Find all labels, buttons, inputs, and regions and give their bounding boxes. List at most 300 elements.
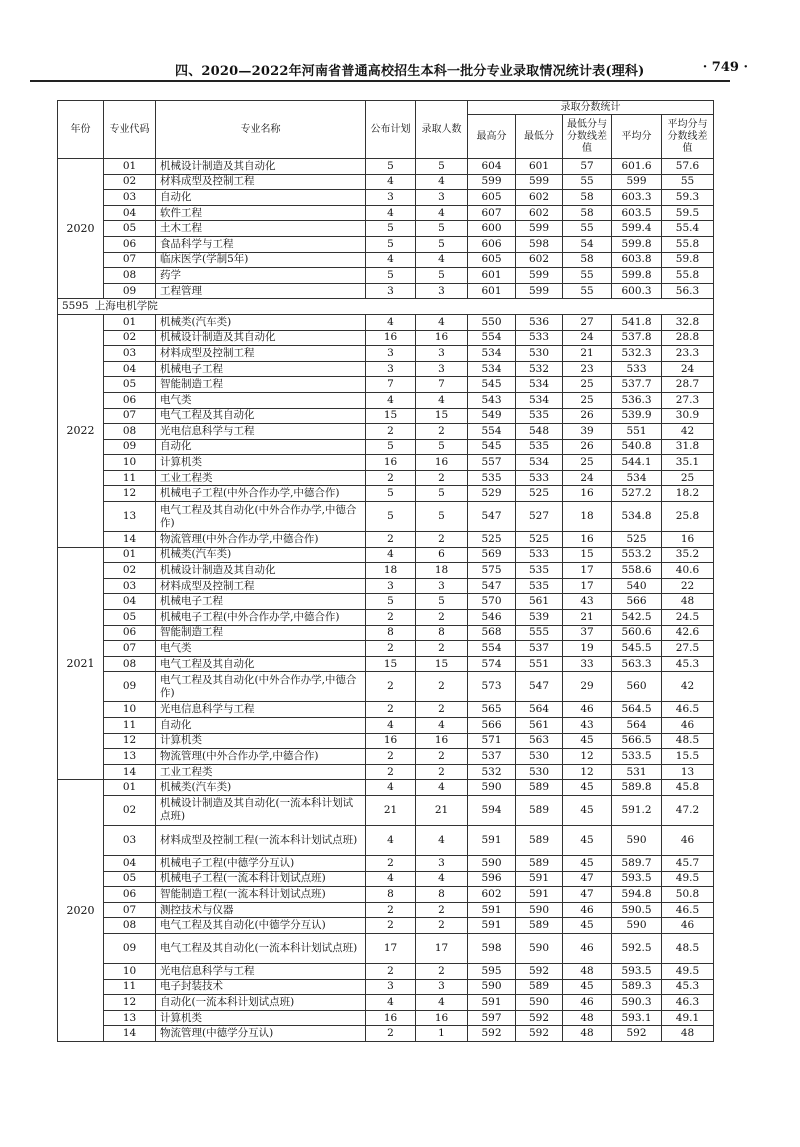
cell-admitted: 3 [416, 855, 468, 871]
cell-min: 590 [516, 933, 563, 963]
cell-max: 568 [468, 625, 516, 641]
cell-max: 574 [468, 656, 516, 672]
table-row [58, 855, 714, 871]
cell-admitted: 15 [416, 408, 468, 424]
table-row [58, 424, 714, 440]
cell-code: 03 [104, 346, 156, 362]
cell-admitted: 2 [416, 702, 468, 718]
table-row [58, 330, 714, 346]
cell-min: 601 [516, 159, 563, 175]
cell-min-diff: 43 [563, 718, 612, 734]
cell-code: 07 [104, 641, 156, 657]
cell-min-diff: 27 [563, 314, 612, 330]
cell-max: 598 [468, 933, 516, 963]
table-row [58, 979, 714, 995]
cell-avg: 601.6 [612, 159, 662, 175]
cell-avg: 589.3 [612, 979, 662, 995]
cell-code: 01 [104, 547, 156, 563]
cell-code: 13 [104, 1010, 156, 1026]
cell-min-diff: 18 [563, 502, 612, 532]
cell-name: 自动化 [156, 718, 366, 734]
cell-code: 14 [104, 532, 156, 548]
cell-name: 测控技术与仪器 [156, 902, 366, 918]
cell-min: 602 [516, 205, 563, 221]
cell-admitted: 5 [416, 439, 468, 455]
cell-min-diff: 45 [563, 855, 612, 871]
cell-name: 材料成型及控制工程 [156, 346, 366, 362]
cell-avg-diff: 46 [662, 825, 714, 855]
cell-avg-diff: 46.5 [662, 902, 714, 918]
cell-name: 智能制造工程 [156, 377, 366, 393]
cell-name: 机械电子工程(中外合作办学,中德合作) [156, 610, 366, 626]
header-min-diff: 最低分与分数线差值 [563, 115, 612, 159]
cell-name: 材料成型及控制工程 [156, 578, 366, 594]
cell-min: 532 [516, 361, 563, 377]
cell-plan: 3 [366, 361, 416, 377]
cell-code: 11 [104, 979, 156, 995]
cell-max: 546 [468, 610, 516, 626]
cell-max: 591 [468, 995, 516, 1011]
cell-max: 606 [468, 236, 516, 252]
cell-max: 535 [468, 470, 516, 486]
cell-min-diff: 23 [563, 361, 612, 377]
cell-plan: 4 [366, 547, 416, 563]
cell-admitted: 5 [416, 221, 468, 237]
cell-plan: 4 [366, 995, 416, 1011]
cell-name: 光电信息科学与工程 [156, 702, 366, 718]
cell-admitted: 2 [416, 918, 468, 934]
cell-min-diff: 26 [563, 439, 612, 455]
cell-code: 13 [104, 749, 156, 765]
cell-min: 589 [516, 918, 563, 934]
year-cell: 2021 [58, 547, 104, 780]
cell-avg: 600.3 [612, 283, 662, 299]
cell-name: 机械电子工程 [156, 361, 366, 377]
cell-min: 547 [516, 672, 563, 702]
cell-admitted: 2 [416, 641, 468, 657]
cell-avg: 599 [612, 174, 662, 190]
cell-admitted: 18 [416, 563, 468, 579]
cell-min: 591 [516, 871, 563, 887]
table-row [58, 547, 714, 563]
cell-avg: 553.2 [612, 547, 662, 563]
cell-min-diff: 48 [563, 1026, 612, 1042]
cell-admitted: 2 [416, 764, 468, 780]
cell-max: 595 [468, 963, 516, 979]
cell-admitted: 4 [416, 252, 468, 268]
cell-min-diff: 55 [563, 268, 612, 284]
table-row [58, 795, 714, 825]
cell-admitted: 16 [416, 733, 468, 749]
cell-min-diff: 15 [563, 547, 612, 563]
cell-avg: 525 [612, 532, 662, 548]
cell-min: 564 [516, 702, 563, 718]
table-row [58, 159, 714, 175]
cell-name: 自动化(一流本科计划试点班) [156, 995, 366, 1011]
cell-min-diff: 12 [563, 749, 612, 765]
table-row [58, 656, 714, 672]
cell-avg: 590.5 [612, 902, 662, 918]
cell-avg: 541.8 [612, 314, 662, 330]
cell-max: 547 [468, 502, 516, 532]
cell-min-diff: 21 [563, 346, 612, 362]
cell-avg-diff: 27.3 [662, 392, 714, 408]
cell-max: 575 [468, 563, 516, 579]
cell-max: 545 [468, 439, 516, 455]
cell-code: 11 [104, 470, 156, 486]
table-row [58, 190, 714, 206]
cell-admitted: 5 [416, 502, 468, 532]
cell-name: 机械类(汽车类) [156, 314, 366, 330]
cell-admitted: 5 [416, 594, 468, 610]
cell-max: 569 [468, 547, 516, 563]
cell-min: 555 [516, 625, 563, 641]
cell-code: 07 [104, 252, 156, 268]
cell-min: 599 [516, 174, 563, 190]
cell-code: 09 [104, 439, 156, 455]
cell-avg-diff: 24.5 [662, 610, 714, 626]
cell-avg: 540.8 [612, 439, 662, 455]
cell-avg-diff: 46.3 [662, 995, 714, 1011]
cell-avg: 531 [612, 764, 662, 780]
cell-plan: 2 [366, 424, 416, 440]
cell-plan: 2 [366, 470, 416, 486]
cell-min-diff: 47 [563, 887, 612, 903]
cell-plan: 3 [366, 578, 416, 594]
cell-plan: 2 [366, 902, 416, 918]
cell-plan: 4 [366, 205, 416, 221]
cell-code: 14 [104, 1026, 156, 1042]
cell-avg-diff: 31.8 [662, 439, 714, 455]
cell-name: 机械设计制造及其自动化(一流本科计划试点班) [156, 795, 366, 825]
header-avg-diff: 平均分与分数线差值 [662, 115, 714, 159]
cell-admitted: 3 [416, 361, 468, 377]
cell-min: 527 [516, 502, 563, 532]
cell-admitted: 16 [416, 1010, 468, 1026]
cell-admitted: 2 [416, 610, 468, 626]
cell-code: 08 [104, 424, 156, 440]
cell-plan: 8 [366, 625, 416, 641]
cell-avg-diff: 55.4 [662, 221, 714, 237]
header-code: 专业代码 [104, 101, 156, 159]
cell-avg-diff: 40.6 [662, 563, 714, 579]
table-row [58, 887, 714, 903]
table-row [58, 377, 714, 393]
cell-min: 561 [516, 594, 563, 610]
cell-avg: 545.5 [612, 641, 662, 657]
cell-plan: 4 [366, 314, 416, 330]
cell-avg: 532.3 [612, 346, 662, 362]
cell-max: 554 [468, 424, 516, 440]
cell-avg-diff: 35.2 [662, 547, 714, 563]
cell-max: 554 [468, 330, 516, 346]
cell-avg-diff: 45.8 [662, 780, 714, 796]
cell-min: 599 [516, 283, 563, 299]
cell-max: 543 [468, 392, 516, 408]
cell-min: 592 [516, 963, 563, 979]
cell-min: 592 [516, 1010, 563, 1026]
cell-code: 04 [104, 361, 156, 377]
cell-min: 563 [516, 733, 563, 749]
cell-min-diff: 46 [563, 995, 612, 1011]
cell-plan: 16 [366, 330, 416, 346]
cell-avg-diff: 32.8 [662, 314, 714, 330]
cell-plan: 3 [366, 346, 416, 362]
cell-plan: 4 [366, 871, 416, 887]
cell-min: 525 [516, 532, 563, 548]
cell-code: 12 [104, 486, 156, 502]
cell-max: 532 [468, 764, 516, 780]
cell-avg-diff: 35.1 [662, 455, 714, 471]
cell-avg-diff: 59.5 [662, 205, 714, 221]
cell-admitted: 8 [416, 887, 468, 903]
cell-avg: 603.8 [612, 252, 662, 268]
cell-name: 食品科学与工程 [156, 236, 366, 252]
cell-plan: 3 [366, 979, 416, 995]
table-row [58, 439, 714, 455]
cell-admitted: 3 [416, 979, 468, 995]
cell-max: 602 [468, 887, 516, 903]
cell-name: 自动化 [156, 439, 366, 455]
cell-plan: 4 [366, 392, 416, 408]
cell-min-diff: 55 [563, 283, 612, 299]
cell-min-diff: 55 [563, 174, 612, 190]
cell-avg: 544.1 [612, 455, 662, 471]
cell-max: 594 [468, 795, 516, 825]
cell-code: 02 [104, 330, 156, 346]
cell-min-diff: 45 [563, 780, 612, 796]
cell-name: 材料成型及控制工程(一流本科计划试点班) [156, 825, 366, 855]
cell-min: 591 [516, 887, 563, 903]
cell-code: 06 [104, 625, 156, 641]
cell-plan: 15 [366, 408, 416, 424]
table-row [58, 610, 714, 626]
cell-admitted: 16 [416, 330, 468, 346]
cell-avg-diff: 42.6 [662, 625, 714, 641]
table-row [58, 283, 714, 299]
table-row [58, 672, 714, 702]
cell-admitted: 2 [416, 902, 468, 918]
page-number: · 749 · [702, 60, 748, 75]
cell-name: 机械设计制造及其自动化 [156, 563, 366, 579]
cell-name: 电气工程及其自动化(中外合作办学,中德合作) [156, 502, 366, 532]
cell-avg-diff: 28.7 [662, 377, 714, 393]
cell-code: 01 [104, 159, 156, 175]
cell-name: 计算机类 [156, 733, 366, 749]
cell-name: 机械类(汽车类) [156, 547, 366, 563]
cell-avg: 599.8 [612, 268, 662, 284]
cell-min: 589 [516, 825, 563, 855]
table-row [58, 641, 714, 657]
cell-avg-diff: 55 [662, 174, 714, 190]
cell-code: 06 [104, 887, 156, 903]
cell-plan: 17 [366, 933, 416, 963]
table-row [58, 486, 714, 502]
cell-avg: 564 [612, 718, 662, 734]
cell-plan: 2 [366, 1026, 416, 1042]
cell-plan: 5 [366, 221, 416, 237]
cell-max: 591 [468, 825, 516, 855]
header-score-group: 录取分数统计 [468, 101, 714, 115]
cell-plan: 8 [366, 887, 416, 903]
cell-max: 557 [468, 455, 516, 471]
table-row [58, 871, 714, 887]
cell-min: 533 [516, 470, 563, 486]
year-cell: 2022 [58, 314, 104, 547]
cell-avg: 537.7 [612, 377, 662, 393]
table-row [58, 252, 714, 268]
cell-plan: 5 [366, 502, 416, 532]
cell-plan: 5 [366, 594, 416, 610]
cell-avg-diff: 27.5 [662, 641, 714, 657]
cell-plan: 16 [366, 1010, 416, 1026]
cell-name: 电气工程及其自动化(中德学分互认) [156, 918, 366, 934]
cell-code: 09 [104, 933, 156, 963]
cell-plan: 4 [366, 718, 416, 734]
cell-admitted: 4 [416, 174, 468, 190]
cell-min-diff: 39 [563, 424, 612, 440]
cell-max: 547 [468, 578, 516, 594]
cell-name: 物流管理(中外合作办学,中德合作) [156, 749, 366, 765]
cell-min-diff: 58 [563, 252, 612, 268]
cell-avg-diff: 45.3 [662, 656, 714, 672]
cell-name: 计算机类 [156, 455, 366, 471]
cell-code: 08 [104, 656, 156, 672]
cell-avg-diff: 46 [662, 918, 714, 934]
cell-min-diff: 46 [563, 902, 612, 918]
cell-plan: 2 [366, 963, 416, 979]
cell-min: 590 [516, 902, 563, 918]
cell-admitted: 5 [416, 486, 468, 502]
cell-min: 535 [516, 408, 563, 424]
cell-code: 07 [104, 408, 156, 424]
table-body [58, 159, 714, 1042]
cell-min-diff: 24 [563, 330, 612, 346]
cell-min-diff: 43 [563, 594, 612, 610]
cell-admitted: 5 [416, 268, 468, 284]
cell-avg-diff: 49.5 [662, 963, 714, 979]
school-row [58, 299, 714, 315]
cell-code: 01 [104, 780, 156, 796]
cell-avg: 527.2 [612, 486, 662, 502]
cell-avg: 536.3 [612, 392, 662, 408]
cell-name: 电气工程及其自动化(中外合作办学,中德合作) [156, 672, 366, 702]
cell-admitted: 3 [416, 190, 468, 206]
cell-code: 05 [104, 871, 156, 887]
page-header [30, 58, 748, 82]
cell-max: 565 [468, 702, 516, 718]
cell-avg-diff: 42 [662, 672, 714, 702]
cell-name: 机械电子工程(中德学分互认) [156, 855, 366, 871]
cell-min-diff: 46 [563, 702, 612, 718]
cell-plan: 5 [366, 486, 416, 502]
cell-avg: 589.7 [612, 855, 662, 871]
header-max: 最高分 [468, 115, 516, 159]
cell-name: 机械电子工程(中外合作办学,中德合作) [156, 486, 366, 502]
cell-plan: 15 [366, 656, 416, 672]
cell-min-diff: 25 [563, 377, 612, 393]
cell-avg: 590 [612, 825, 662, 855]
cell-min: 589 [516, 795, 563, 825]
cell-plan: 2 [366, 532, 416, 548]
cell-avg-diff: 45.3 [662, 979, 714, 995]
cell-code: 02 [104, 795, 156, 825]
cell-avg: 566.5 [612, 733, 662, 749]
cell-plan: 4 [366, 780, 416, 796]
cell-plan: 2 [366, 749, 416, 765]
table-row [58, 718, 714, 734]
table-row [58, 578, 714, 594]
cell-plan: 2 [366, 610, 416, 626]
cell-admitted: 4 [416, 780, 468, 796]
cell-avg: 592.5 [612, 933, 662, 963]
cell-max: 549 [468, 408, 516, 424]
cell-admitted: 2 [416, 532, 468, 548]
table-row [58, 733, 714, 749]
cell-avg-diff: 47.2 [662, 795, 714, 825]
cell-admitted: 3 [416, 283, 468, 299]
cell-max: 596 [468, 871, 516, 887]
cell-max: 534 [468, 346, 516, 362]
cell-min: 602 [516, 190, 563, 206]
cell-avg: 566 [612, 594, 662, 610]
cell-name: 机械类(汽车类) [156, 780, 366, 796]
cell-name: 机械设计制造及其自动化 [156, 330, 366, 346]
cell-avg-diff: 16 [662, 532, 714, 548]
cell-min: 535 [516, 563, 563, 579]
cell-avg-diff: 24 [662, 361, 714, 377]
cell-plan: 21 [366, 795, 416, 825]
cell-code: 06 [104, 236, 156, 252]
cell-plan: 7 [366, 377, 416, 393]
cell-plan: 16 [366, 733, 416, 749]
header-min: 最低分 [516, 115, 563, 159]
cell-plan: 18 [366, 563, 416, 579]
table-row [58, 502, 714, 532]
cell-code: 08 [104, 268, 156, 284]
year-cell: 2020 [58, 159, 104, 299]
cell-code: 05 [104, 377, 156, 393]
cell-min-diff: 16 [563, 532, 612, 548]
table-row [58, 346, 714, 362]
cell-max: 605 [468, 252, 516, 268]
cell-admitted: 4 [416, 392, 468, 408]
cell-min-diff: 21 [563, 610, 612, 626]
cell-code: 12 [104, 995, 156, 1011]
cell-min: 589 [516, 780, 563, 796]
cell-admitted: 2 [416, 470, 468, 486]
table-row [58, 268, 714, 284]
header-year: 年份 [58, 101, 104, 159]
table-row [58, 702, 714, 718]
cell-min-diff: 45 [563, 825, 612, 855]
cell-avg-diff: 25 [662, 470, 714, 486]
cell-min-diff: 29 [563, 672, 612, 702]
cell-min: 536 [516, 314, 563, 330]
table-row [58, 625, 714, 641]
table-row [58, 995, 714, 1011]
cell-admitted: 3 [416, 578, 468, 594]
cell-min: 535 [516, 578, 563, 594]
cell-admitted: 7 [416, 377, 468, 393]
cell-admitted: 4 [416, 825, 468, 855]
cell-avg: 603.3 [612, 190, 662, 206]
cell-min-diff: 37 [563, 625, 612, 641]
cell-max: 525 [468, 532, 516, 548]
cell-plan: 2 [366, 672, 416, 702]
cell-avg-diff: 55.8 [662, 268, 714, 284]
cell-avg: 558.6 [612, 563, 662, 579]
